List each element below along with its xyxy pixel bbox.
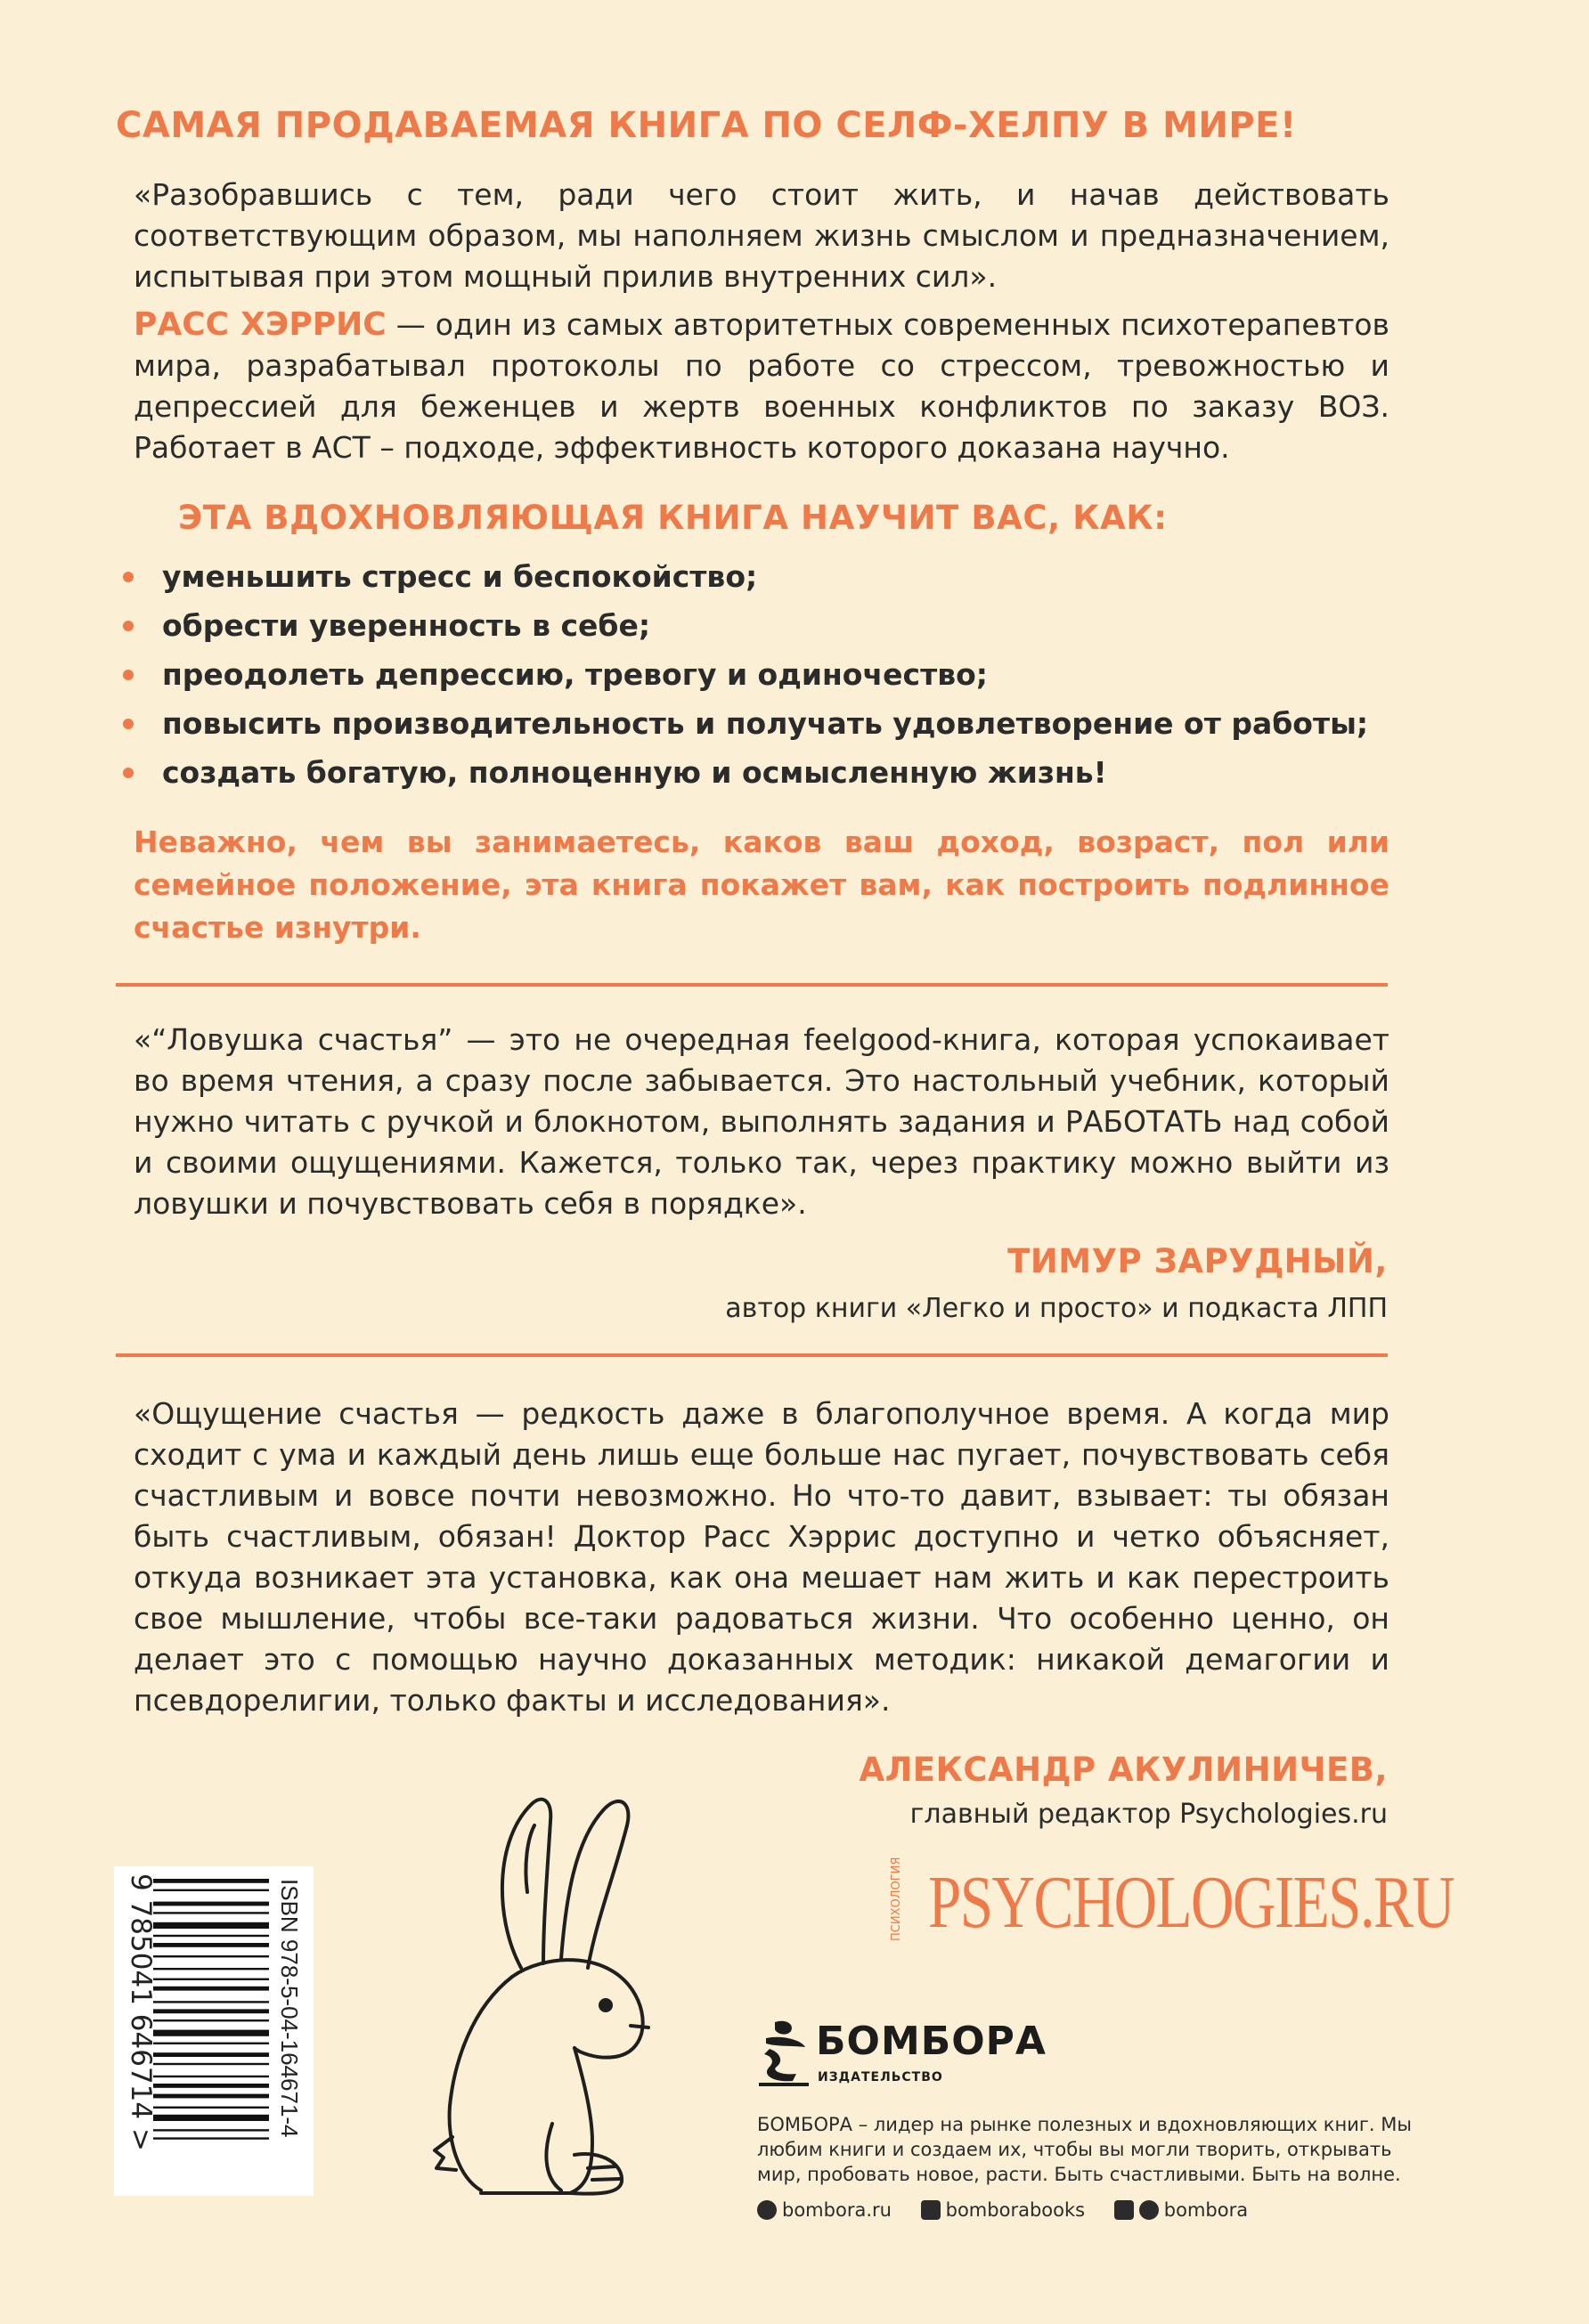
divider: [116, 983, 1388, 987]
highlight-paragraph: Неважно, чем вы занимаетесь, каков ваш доход, возраст, пол или семейное положение, эта книга покажет вам, как построить подлинное счастье изнутри.: [134, 825, 1389, 945]
globe-icon: [757, 2200, 777, 2220]
bombora-emblem-icon: [757, 2017, 811, 2088]
review-1-role: автор книги «Легко и просто» и подкаста ЛПП: [725, 1293, 1388, 1324]
author-bio: [134, 305, 1389, 468]
review-1-author: ТИМУР ЗАРУДНЫЙ,: [1007, 1242, 1388, 1280]
bullet-icon: [123, 719, 134, 729]
bullet-icon: [123, 768, 134, 778]
benefits-list: [116, 552, 1398, 797]
barcode-bars-icon: [153, 1879, 269, 2140]
plus-icon: [1114, 2200, 1134, 2220]
vk-icon: [921, 2200, 941, 2220]
review-2-author: АЛЕКСАНДР АКУЛИНИЧЕВ,: [859, 1751, 1388, 1789]
headline: САМАЯ ПРОДАВАЕМАЯ КНИГА ПО СЕЛФ-ХЕЛПУ В МИРЕ!: [116, 105, 1297, 146]
review-1-text: «“Ловушка счастья” — это не очередная feelgood-книга, которая успокаивает во время чтения, а сразу после забывается. Это настольный учебник, который нужно читать с ручкой и блокнотом, выполнять задания и РАБОТАТЬ над собой и своими ощущениями. Кажется, только так, через практику можно выйти из ловушки и почувствовать себя в порядке».: [134, 1022, 1389, 1221]
benefit-item: обрести уверенность в себе;: [116, 601, 1398, 650]
benefit-item: уменьшить стресс и беспокойство;: [116, 552, 1398, 601]
author-bio-name: РАСС ХЭРРИС: [134, 306, 387, 343]
benefit-item: создать богатую, полноценную и осмысленную жизнь!: [116, 748, 1398, 797]
telegram-link[interactable]: bombora: [1114, 2199, 1248, 2221]
rabbit-illustration-icon: [410, 1785, 704, 2204]
telegram-icon: [1139, 2200, 1159, 2220]
publisher-description: БОМБОРА – лидер на рынке полезных и вдохновляющих книг. Мы любим книги и создаем их, чтобы вы могли творить, открывать мир, пробовать новое, расти. Быть счастливыми. Быть на волне.: [757, 2114, 1412, 2185]
review-2-text: «Ощущение счастья — редкость даже в благополучное время. А когда мир сходит с ума и каждый день лишь еще больше нас пугает, почувствовать себя счастливым и вовсе почти невозможно. Но что-то давит, взывает: ты обязан быть счастливым, обязан! Доктор Расс Хэррис доступно и четко объясняет, откуда возникает эта установка, как она мешает нам жить и как перестроить свое мышление, чтобы все-таки радоваться жизни. Что особенно ценно, он делает это с помощью научно доказанных методик: никакой демагогии и псевдорелигии, только факты и исследования».: [134, 1396, 1389, 1718]
bullet-icon: [123, 572, 134, 582]
isbn-barcode: [114, 1866, 314, 2196]
divider: [116, 1353, 1388, 1357]
vk-link[interactable]: bomborabooks: [921, 2199, 1085, 2221]
publisher-sub: ИЗДАТЕЛЬСТВО: [818, 2070, 943, 2084]
author-bio-text: — один из самых авторитетных современных психотерапевтов мира, разрабатывал протоколы по работе со стрессом, тревожностью и депрессией для беженцев и жертв военных конфликтов по заказу ВОЗ. Работает в АСТ – подходе, эффективность которого доказана научно.: [134, 307, 1389, 465]
psychologies-logo-text: PSYCHOLOGIES.RU: [928, 1861, 1455, 1944]
intro-quote: «Разобравшись с тем, ради чего стоит жить, и начав действовать соответствующим образом, мы наполняем жизнь смыслом и предназначением, испытывая при этом мощный прилив внутренних сил».: [134, 177, 1389, 294]
review-2-role: главный редактор Psychologies.ru: [909, 1799, 1388, 1830]
bullet-icon: [123, 621, 134, 631]
social-links: [757, 2199, 1271, 2224]
publisher-name: БОМБОРА: [816, 2019, 1047, 2064]
website-link[interactable]: bombora.ru: [757, 2199, 892, 2221]
benefit-item: преодолеть депрессию, тревогу и одиночество;: [116, 650, 1398, 699]
benefit-item: повысить производительность и получать удовлетворение от работы;: [116, 699, 1398, 748]
bullet-icon: [123, 670, 134, 680]
isbn-digits: 9 785041 646714 >: [125, 1873, 157, 2151]
isbn-label: ISBN 978-5-04-164671-4: [276, 1879, 303, 2138]
benefits-heading: ЭТА ВДОХНОВЛЯЮЩАЯ КНИГА НАУЧИТ ВАС, КАК:: [178, 499, 1168, 537]
